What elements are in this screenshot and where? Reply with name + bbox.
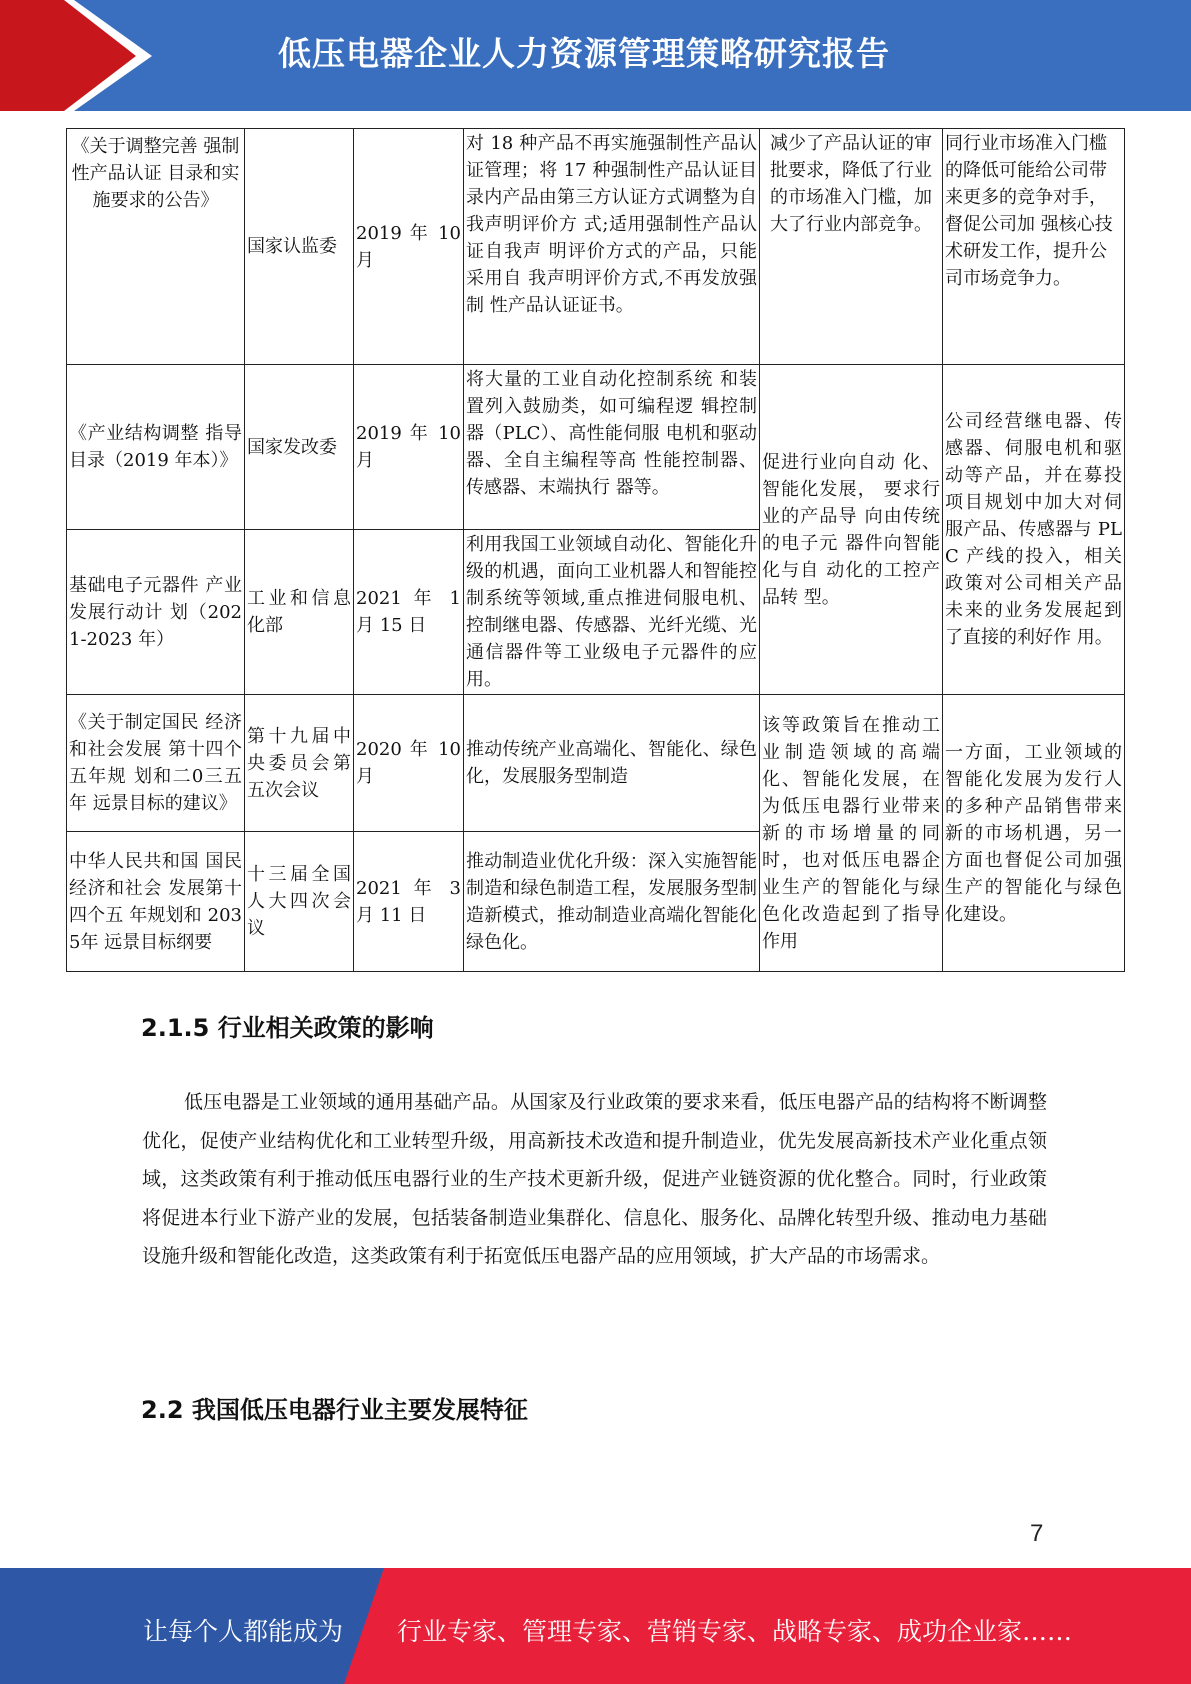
policy-org-cell: 工业和信息化部: [245, 530, 354, 695]
industry-impact-cell: 该等政策旨在推动工业制造领域的高端化、智能化发展，在为低压电器行业带来新的市场增量的同时，也对低压电器企业生产的智能化与绿色化改造起到了指导作用: [760, 695, 943, 972]
policy-content-cell: 推动传统产业高端化、智能化、绿色化，发展服务型制造: [464, 695, 760, 832]
company-impact-cell: 公司经营继电器、传感器、伺服电机和驱动等产品，并在募投项目规划中加大对伺服产品、传感器与 PLC 产线的投入，相关政策对公司相关产品未来的业务发展起到了直接的利好作 用。: [943, 365, 1125, 695]
policy-org-cell: 十三届全国人大四次会议: [245, 832, 354, 972]
policy-date-cell: 2021 年 1 月 15 日: [354, 530, 464, 695]
policy-date-cell: 2019 年 10 月: [354, 129, 464, 365]
policy-name-cell: 《产业结构调整 指导目录（2019 年本）》: [67, 365, 245, 530]
policy-date-cell: 2020 年 10 月: [354, 695, 464, 832]
company-impact-cell: 一方面，工业领域的智能化发展为发行人的多种产品销售带来新的市场机遇，另一方面也督促公司加强生产的智能化与绿色化建设。: [943, 695, 1125, 972]
policy-org-cell: 国家认监委: [245, 129, 354, 365]
section-heading-2-2: 2.2 我国低压电器行业主要发展特征: [141, 1396, 528, 1424]
report-title: 低压电器企业人力资源管理策略研究报告: [278, 34, 890, 73]
policy-org-cell: 国家发改委: [245, 365, 354, 530]
footer-slogan-right: 行业专家、管理专家、营销专家、战略专家、成功企业家……: [397, 1617, 1073, 1646]
policy-name-cell: 《关于调整完善 强制性产品认证 目录和实施要求的公告》: [67, 129, 245, 365]
policy-content-cell: 推动制造业优化升级：深入实施智能制造和绿色制造工程，发展服务型制造新模式，推动制造业高端化智能化绿色化。: [464, 832, 760, 972]
table-row: [67, 129, 1125, 365]
industry-impact-cell: 促进行业向自动 化、智能化发展， 要求行业的产品导 向由传统的电子元 器件向智能化与自 动化的工控产品转 型。: [760, 365, 943, 695]
industry-impact-cell: 减少了产品认证的审批要求，降低了行业的市场准入门槛，加大了行业内部竞争。: [760, 129, 943, 365]
policy-name-cell: 《关于制定国民 经济和社会发展 第十四个五年规 划和二0三五年 远景目标的建议》: [67, 695, 245, 832]
table-row: [67, 695, 1125, 832]
company-impact-cell: 同行业市场准入门槛的降低可能给公司带来更多的竞争对手，督促公司加 强核心技术研发工作，提升公司市场竞争力。: [943, 129, 1125, 365]
policy-date-cell: 2021 年 3 月 11 日: [354, 832, 464, 972]
page-header: [0, 0, 1191, 111]
section-paragraph: 低压电器是工业领域的通用基础产品。从国家及行业政策的要求来看，低压电器产品的结构将不断调整优化，促使产业结构优化和工业转型升级，用高新技术改造和提升制造业，优先发展高新技术产业化重点领域，这类政策有利于推动低压电器行业的生产技术更新升级，促进产业链资源的优化整合。同时，行业政策将促进本行业下游产业的发展，包括装备制造业集群化、信息化、服务化、品牌化转型升级、推动电力基础设施升级和智能化改造，这类政策有利于拓宽低压电器产品的应用领域，扩大产品的市场需求。: [142, 1091, 1047, 1267]
policy-org-cell: 第十九届中央委员会第五次会议: [245, 695, 354, 832]
policy-date-cell: 2019 年 10 月: [354, 365, 464, 530]
footer-slogan-left: 让每个人都能成为: [143, 1617, 344, 1646]
policy-table: [66, 128, 1125, 972]
table-row: [67, 365, 1125, 530]
page-footer: [0, 1568, 1191, 1684]
policy-content-cell: 对 18 种产品不再实施强制性产品认证管理；将 17 种强制性产品认证目录内产品由第三方认证方式调整为自我声明评价方 式;适用强制性产品认证自我声 明评价方式的产品，只能采用自 我声明评价方式,不再发放强制 性产品认证证书。: [464, 129, 760, 365]
policy-name-cell: 基础电子元器件 产业发展行动计 划（2021-2023 年）: [67, 530, 245, 695]
policy-content-cell: 将大量的工业自动化控制系统 和装置列入鼓励类，如可编程逻 辑控制器（PLC）、高性能伺服 电机和驱动器、全自主编程等高 性能控制器、传感器、末端执行 器等。: [464, 365, 760, 530]
section-heading-2-1-5: 2.1.5 行业相关政策的影响: [141, 1014, 434, 1042]
page-number: 7: [1030, 1520, 1044, 1547]
policy-content-cell: 利用我国工业领域自动化、智能化升级的机遇，面向工业机器人和智能控制系统等领域,重点推进伺服电机、控制继电器、传感器、光纤光缆、光通信器件等工业级电子元器件的应用。: [464, 530, 760, 695]
policy-name-cell: 中华人民共和国 国民经济和社会 发展第十四个五 年规划和 2035年 远景目标纲要: [67, 832, 245, 972]
